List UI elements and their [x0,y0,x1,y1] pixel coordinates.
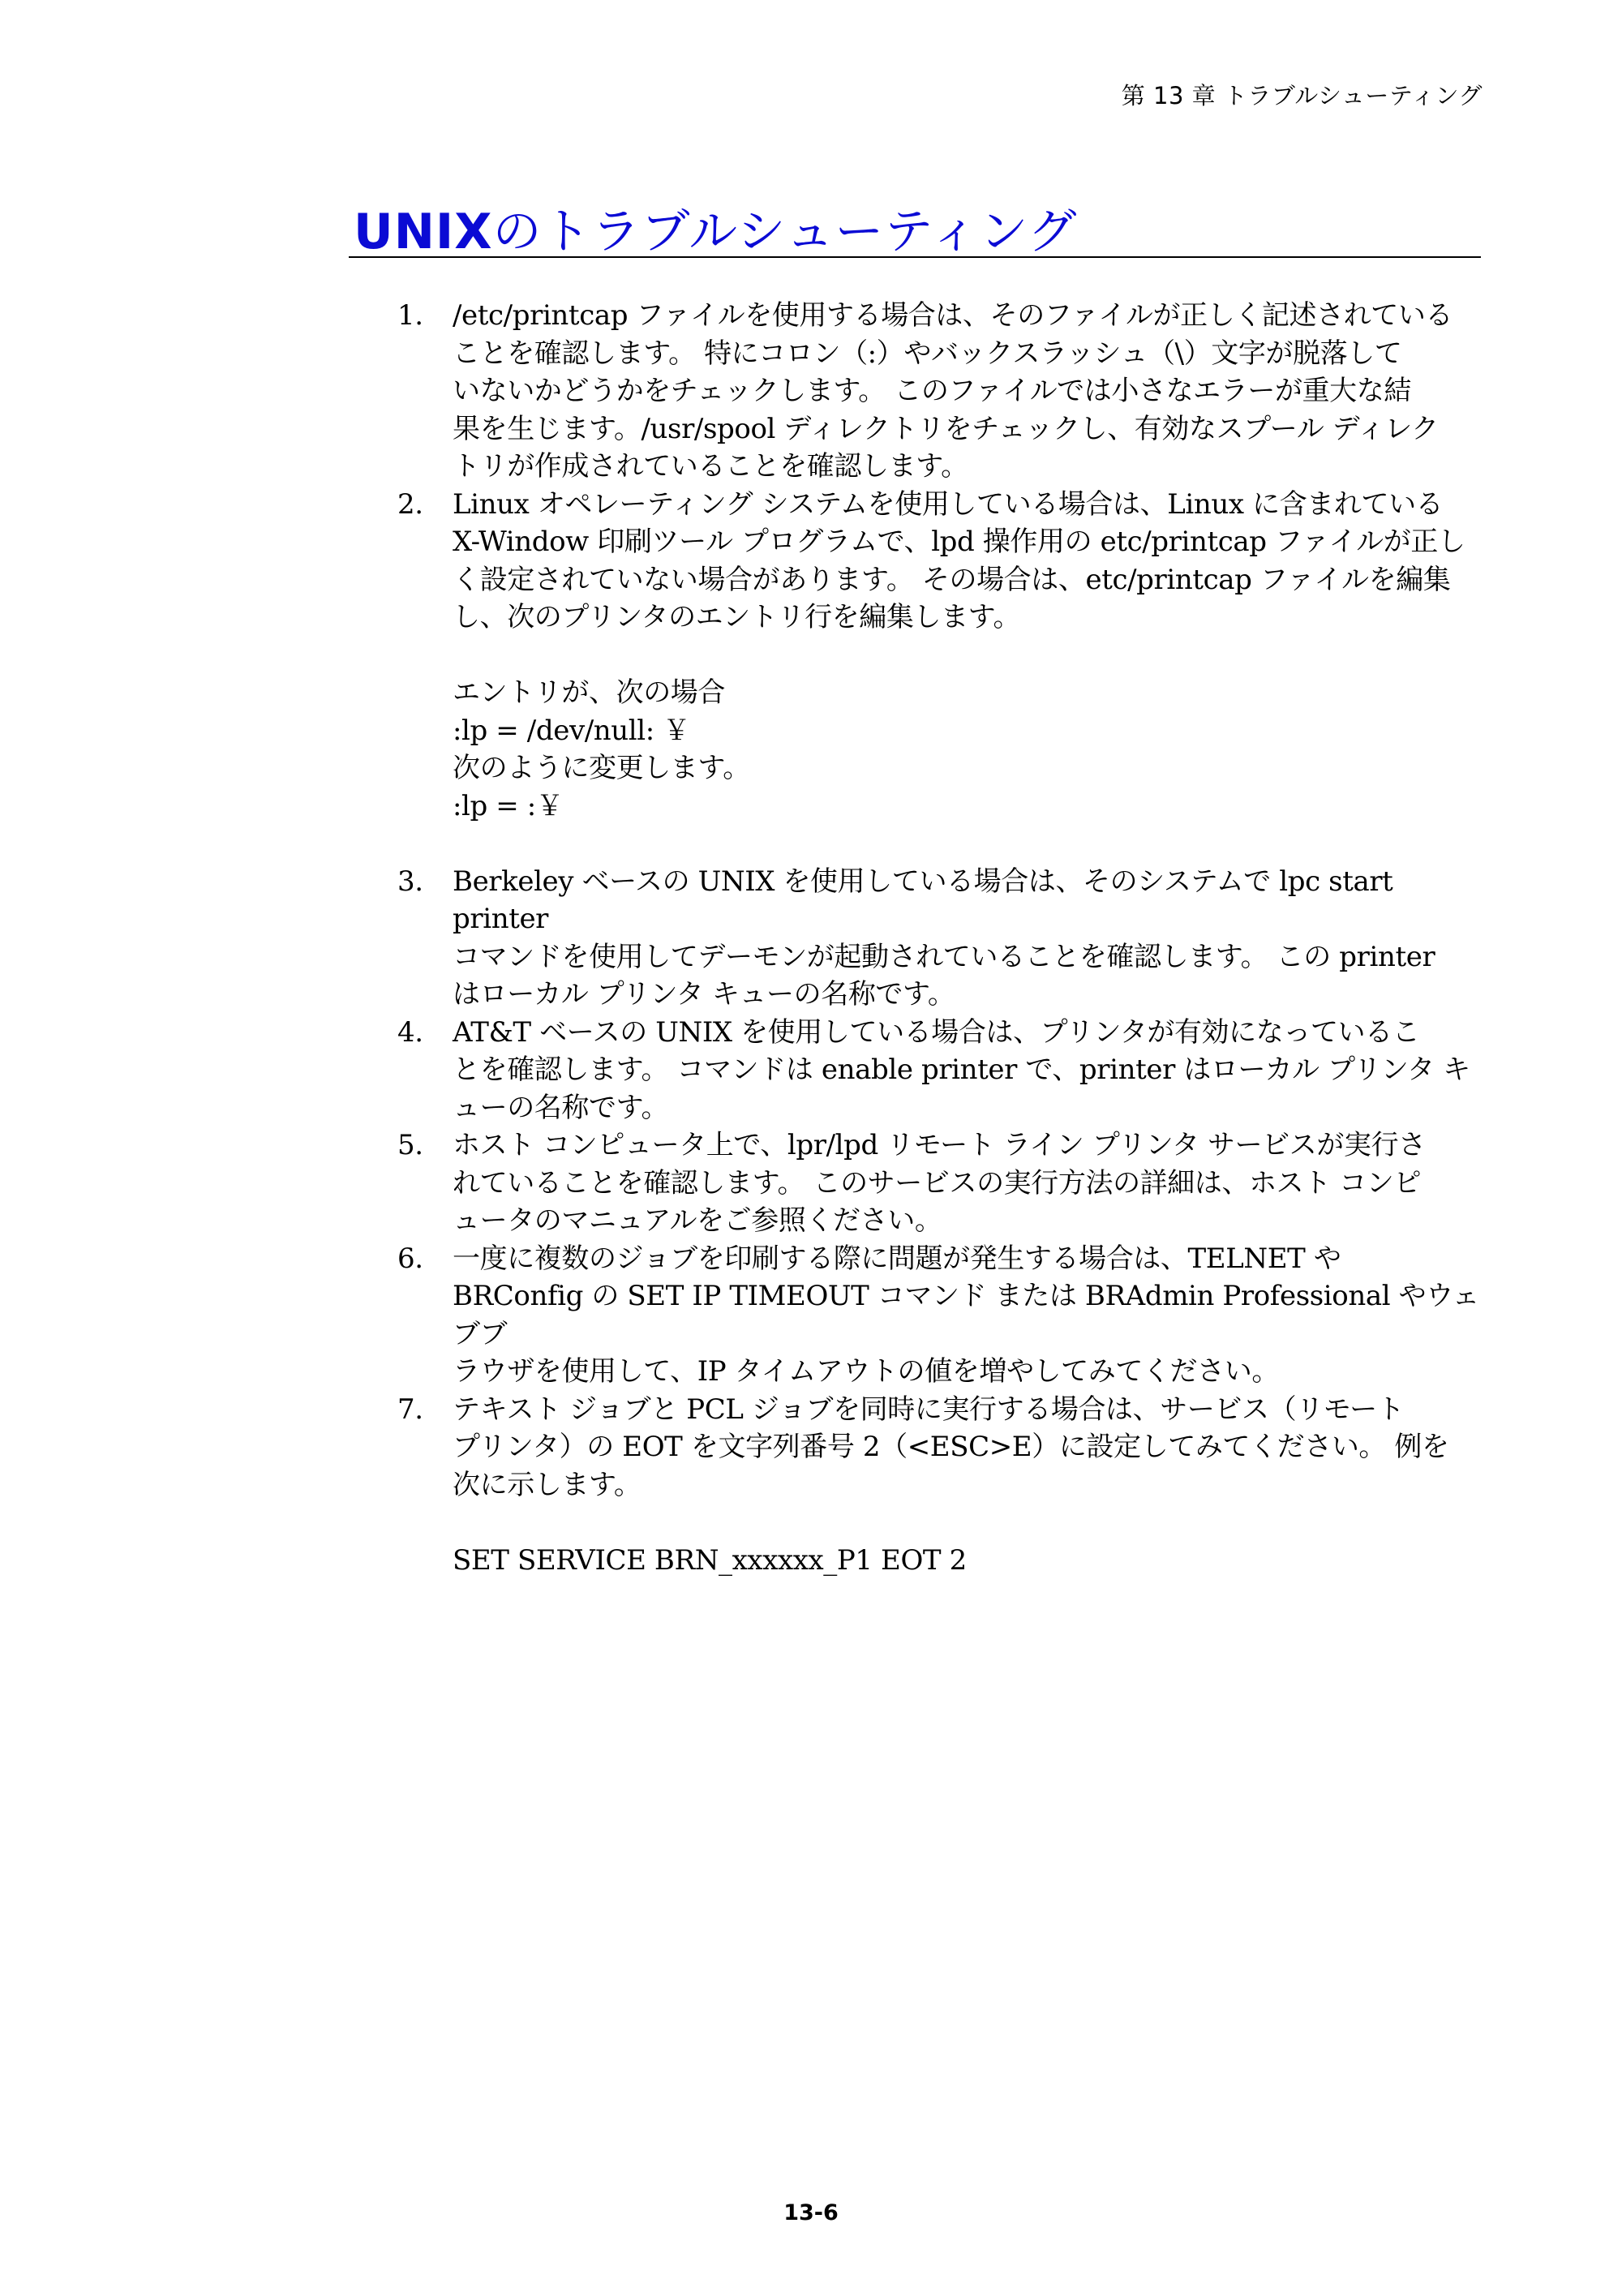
item-number: 7. [397,1393,423,1426]
list-item-7 [397,1391,1484,1580]
list-item-1 [397,297,1484,486]
item-number: 1. [397,299,423,332]
text-line: AT&T ベースの UNIX を使用している場合は、プリンタが有効になっているこ [453,1015,1420,1049]
text-line: く設定されていない場合があります。 その場合は、etc/printcap ファイルを編集 [453,563,1451,596]
command-example [453,1542,1484,1580]
text-line: トリが作成されていることを確認します。 [453,450,968,483]
text-line: Berkeley ベースの UNIX を使用している場合は、そのシステムで lpc start printer [453,865,1393,935]
text-line: Linux オペレーティング システムを使用している場合は、Linux に含まれている [453,487,1444,521]
text-line: BRConfig の SET IP TIMEOUT コマンド または BRAdmin Professional やウェブブ [453,1280,1480,1350]
running-header: 第 13 章 トラブルシューティング [1121,82,1483,109]
text-line: し、次のプリンタのエントリ行を編集します。 [453,601,1021,633]
entry-example [453,674,1484,825]
example-line: SET SERVICE BRN_xxxxxx_P1 EOT 2 [453,1543,967,1577]
title-underline [349,256,1481,258]
text-line: ュータのマニュアルをご参照ください。 [453,1204,942,1237]
troubleshooting-list [397,297,1484,1579]
example-line: :lp = :￥ [453,789,564,822]
text-line: コマンドを使用してデーモンが起動されていることを確認します。 この printer [453,940,1435,973]
list-item-4 [397,1014,1484,1127]
item-number: 3. [397,865,423,898]
page-number: 13-6 [783,2200,839,2225]
item-number: 6. [397,1242,423,1275]
item-text [453,297,1484,486]
text-line: いないかどうかをチェックします。 このファイルでは小さなエラーが重大な結 [453,375,1411,407]
example-line: エントリが、次の場合 [453,676,725,709]
text-line: ラウザを使用して、IP タイムアウトの値を増やしてみてください。 [453,1355,1279,1388]
text-line: /etc/printcap ファイルを使用する場合は、そのファイルが正しく記述されている [453,299,1453,332]
page-title [354,193,1077,263]
example-line: :lp = /dev/null: ￥ [453,714,690,747]
text-line: 一度に複数のジョブを印刷する際に問題が発生する場合は、TELNET や [453,1242,1341,1275]
text-line: ことを確認します。 特にコロン（:）やバックスラッシュ（\）文字が脱落して [453,337,1402,370]
item-text [453,1014,1484,1127]
list-item-3 [397,863,1484,1014]
item-number: 4. [397,1015,423,1049]
spacer [453,825,1484,863]
page-title-bold: UNIX [354,204,493,260]
text-line: プリンタ）の EOT を文字列番号 2（<ESC>E）に設定してみてください。 例を [453,1431,1449,1463]
page-title-rest: のトラブルシューティング [492,204,1078,260]
item-text [453,486,1484,863]
list-item-5 [397,1127,1484,1240]
text-line: ホスト コンピュータ上で、lpr/lpd リモート ライン プリンタ サービスが実行さ [453,1129,1426,1161]
item-text [453,1240,1484,1391]
item-text [453,863,1484,1014]
text-line: X-Window 印刷ツール プログラムで、lpd 操作用の etc/printcap ファイルが正し [453,526,1465,558]
list-item-6 [397,1240,1484,1391]
item-number: 5. [397,1129,423,1161]
item-text [453,1127,1484,1240]
text-line: 次に示します。 [453,1468,642,1501]
example-line: 次のように変更します。 [453,752,750,784]
text-line: はローカル プリンタ キューの名称です。 [453,978,955,1011]
list-item-2 [397,486,1484,863]
text-line: 果を生じます。/usr/spool ディレクトリをチェックし、有効なスプール ディレク [453,412,1439,445]
text-line: テキスト ジョブと PCL ジョブを同時に実行する場合は、サービス（リモート [453,1393,1405,1426]
item-text [453,1391,1484,1580]
text-line: とを確認します。 コマンドは enable printer で、printer はローカル プリンタ キ [453,1054,1470,1086]
text-line: れていることを確認します。 このサービスの実行方法の詳細は、ホスト コンピ [453,1166,1422,1199]
text-line: ューの名称です。 [453,1091,669,1124]
item-number: 2. [397,487,423,521]
